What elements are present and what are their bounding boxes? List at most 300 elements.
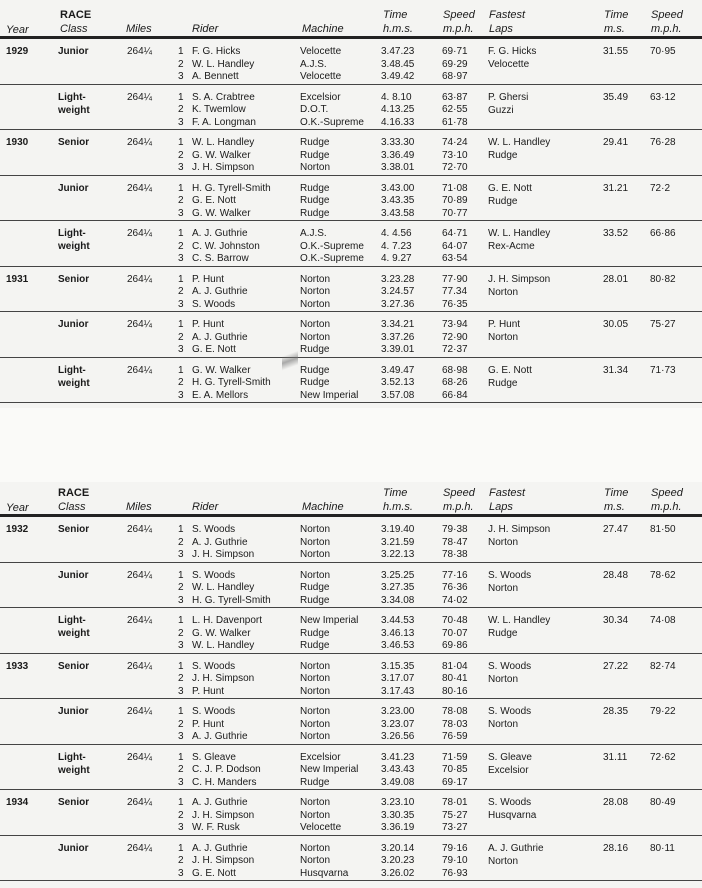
position-cell: 1: [178, 273, 184, 285]
class-cell-line2: weight: [58, 628, 90, 639]
class-cell: Light-: [58, 751, 86, 763]
header-lap-time-unit: m.s.: [604, 501, 625, 513]
speed-cell: 78·01: [442, 797, 468, 808]
speed-cell: 76·36: [442, 582, 468, 594]
fastest-rider-cell: W. L. Handley: [488, 615, 551, 626]
result-row: [0, 536, 702, 549]
rider-cell: A. J. Guthrie: [192, 536, 248, 548]
fastest-machine-cell: Norton: [488, 582, 519, 594]
header-lap-speed-unit: m.p.h.: [651, 501, 682, 513]
position-cell: 1: [178, 137, 184, 148]
machine-cell: Rudge: [300, 182, 330, 194]
lap-time-cell: 31.21: [603, 182, 629, 194]
result-row: [0, 594, 702, 607]
time-cell: 3.17.43: [381, 685, 415, 697]
position-cell: 1: [178, 182, 184, 194]
time-cell: 3.23.10: [381, 797, 415, 808]
header-laps: Laps: [489, 501, 513, 513]
time-cell: 3.46.13: [381, 627, 415, 639]
lap-speed-cell: 81·50: [650, 524, 676, 535]
speed-cell: 63·54: [442, 253, 468, 265]
position-cell: 2: [178, 855, 184, 867]
speed-cell: 70·89: [442, 195, 468, 207]
miles-cell: 264¼: [127, 797, 153, 808]
rider-cell: A. Bennett: [192, 71, 239, 83]
rider-cell: P. Hunt: [192, 273, 225, 285]
position-cell: 3: [178, 253, 184, 265]
position-cell: 3: [178, 298, 184, 310]
position-cell: 2: [178, 377, 184, 389]
lap-speed-cell: 74·08: [650, 615, 676, 626]
result-row: [0, 581, 702, 594]
speed-cell: 61·78: [442, 116, 468, 128]
speed-cell: 72·70: [442, 162, 468, 174]
rider-cell: F. G. Hicks: [192, 46, 241, 57]
lap-time-cell: 31.11: [603, 751, 628, 763]
fastest-rider-cell: W. L. Handley: [488, 228, 551, 239]
lap-time-cell: 30.05: [603, 319, 629, 330]
lap-time-cell: 28.35: [603, 706, 629, 717]
machine-cell: New Imperial: [300, 389, 359, 401]
fastest-machine-cell: Norton: [488, 286, 519, 298]
fastest-rider-cell: A. J. Guthrie: [488, 842, 544, 854]
machine-cell: Norton: [300, 298, 331, 310]
header-time-unit: h.m.s.: [383, 501, 413, 513]
header-speed: Speed: [443, 487, 475, 499]
lap-time-cell: 28.48: [603, 569, 629, 581]
result-row: [0, 252, 702, 265]
speed-cell: 74·02: [442, 594, 468, 606]
result-row: [0, 227, 702, 240]
speed-cell: 70·48: [442, 615, 468, 626]
position-cell: 3: [178, 776, 184, 788]
result-row: [0, 548, 702, 561]
fastest-machine-cell: Rudge: [488, 195, 518, 207]
header-fastest: Fastest: [489, 9, 526, 21]
fastest-machine-cell: Guzzi: [488, 104, 514, 116]
speed-cell: 71·59: [442, 751, 468, 763]
machine-cell: Norton: [300, 536, 331, 548]
result-row: [0, 273, 702, 286]
result-row: [0, 763, 702, 776]
class-cell: Junior: [58, 569, 89, 581]
lap-time-cell: 31.34: [603, 364, 629, 376]
time-cell: 3.48.45: [381, 58, 415, 70]
fastest-machine-cell: Rudge: [488, 150, 518, 161]
race-group: [0, 221, 702, 267]
result-row: [0, 343, 702, 356]
rider-cell: S. Woods: [192, 298, 236, 310]
fastest-rider-cell: P. Ghersi: [488, 91, 529, 103]
miles-cell: 264¼: [127, 660, 153, 672]
rider-cell: S. A. Crabtree: [192, 91, 255, 103]
fastest-rider-cell: F. G. Hicks: [488, 46, 537, 57]
rider-cell: S. Woods: [192, 706, 236, 717]
result-row: [0, 331, 702, 344]
machine-cell: Norton: [300, 731, 331, 743]
result-row: [0, 207, 702, 220]
rider-cell: H. G. Tyrell-Smith: [192, 377, 271, 389]
position-cell: 2: [178, 240, 184, 252]
position-cell: 2: [178, 331, 184, 343]
speed-cell: 76·93: [442, 867, 468, 879]
rider-cell: A. J. Guthrie: [192, 731, 248, 743]
machine-cell: Norton: [300, 842, 331, 854]
race-group: [0, 130, 702, 176]
class-cell: Senior: [58, 273, 90, 285]
class-cell: Light-: [58, 228, 86, 239]
time-cell: 3.27.36: [381, 298, 415, 310]
position-cell: 1: [178, 751, 184, 763]
speed-cell: 70·77: [442, 207, 468, 219]
rider-cell: C. H. Manders: [192, 776, 257, 788]
time-cell: 3.52.13: [381, 377, 415, 389]
class-cell: Junior: [58, 319, 89, 330]
time-cell: 3.41.23: [381, 751, 415, 763]
machine-cell: Rudge: [300, 776, 330, 788]
machine-cell: Norton: [300, 524, 331, 535]
result-row: [0, 854, 702, 867]
time-cell: 3.24.57: [381, 286, 415, 298]
fastest-rider-cell: S. Woods: [488, 706, 532, 717]
rider-cell: C. W. Johnston: [192, 240, 260, 252]
header-lap-time: Time: [604, 9, 629, 21]
position-cell: 1: [178, 797, 184, 808]
result-row: [0, 627, 702, 640]
position-cell: 3: [178, 822, 184, 834]
race-group: [0, 312, 702, 358]
time-cell: 3.20.23: [381, 855, 415, 867]
class-cell-line2: weight: [58, 104, 90, 116]
machine-cell: Norton: [300, 286, 331, 298]
class-cell: Junior: [58, 842, 89, 854]
machine-cell: Norton: [300, 569, 331, 581]
speed-cell: 78·03: [442, 718, 468, 730]
time-cell: 3.23.00: [381, 706, 415, 717]
rider-cell: W. L. Handley: [192, 582, 255, 594]
rider-cell: S. Gleave: [192, 751, 236, 763]
lap-speed-cell: 79·22: [650, 706, 676, 717]
lap-speed-cell: 82·74: [650, 660, 676, 672]
time-cell: 3.26.56: [381, 731, 415, 743]
speed-cell: 79·38: [442, 524, 468, 535]
lap-speed-cell: 70·95: [650, 46, 676, 57]
rider-cell: H. G. Tyrell-Smith: [192, 182, 271, 194]
page-gap: [0, 408, 702, 482]
header-lap-speed: Speed: [651, 487, 683, 499]
header-lap-time: Time: [604, 487, 629, 499]
rider-cell: F. A. Longman: [192, 116, 256, 128]
time-cell: 3.43.00: [381, 182, 415, 194]
time-cell: 3.46.53: [381, 640, 415, 652]
fastest-rider-cell: S. Woods: [488, 569, 532, 581]
header-time: Time: [383, 487, 408, 499]
result-row: [0, 182, 702, 195]
position-cell: 1: [178, 46, 184, 57]
position-cell: 2: [178, 582, 184, 594]
machine-cell: Norton: [300, 673, 331, 685]
fastest-machine-cell: Rex-Acme: [488, 241, 535, 252]
speed-cell: 63·87: [442, 91, 468, 103]
speed-cell: 76·35: [442, 298, 468, 310]
fastest-machine-cell: Norton: [488, 855, 519, 867]
result-row: [0, 161, 702, 174]
miles-cell: 264¼: [127, 46, 153, 57]
year-cell: 1930: [6, 137, 29, 148]
miles-cell: 264¼: [127, 842, 153, 854]
time-cell: 3.47.23: [381, 46, 415, 57]
race-group: [0, 608, 702, 654]
race-group: [0, 745, 702, 791]
machine-cell: O.K.-Supreme: [300, 240, 364, 252]
speed-cell: 71·08: [442, 182, 468, 194]
race-group: [0, 654, 702, 700]
class-cell: Junior: [58, 182, 89, 194]
speed-cell: 62·55: [442, 104, 468, 116]
rider-cell: J. H. Simpson: [192, 162, 255, 174]
speed-cell: 66·84: [442, 389, 468, 401]
lap-time-cell: 30.34: [603, 615, 629, 626]
time-cell: 3.33.30: [381, 137, 415, 148]
table-section: [0, 6, 702, 403]
result-row: [0, 751, 702, 764]
rider-cell: G. W. Walker: [192, 207, 251, 219]
result-row: [0, 58, 702, 71]
position-cell: 3: [178, 71, 184, 83]
fastest-machine-cell: Rudge: [488, 377, 518, 389]
time-cell: 3.27.35: [381, 582, 415, 594]
speed-cell: 69·17: [442, 776, 468, 788]
class-cell: Senior: [58, 660, 90, 672]
fastest-machine-cell: Norton: [488, 537, 519, 548]
position-cell: 3: [178, 207, 184, 219]
fastest-rider-cell: G. E. Nott: [488, 364, 532, 376]
header-speed-unit: m.p.h.: [443, 23, 474, 35]
table-section: [0, 484, 702, 881]
time-cell: 3.38.01: [381, 162, 415, 174]
fastest-machine-cell: Norton: [488, 719, 519, 730]
result-row: [0, 639, 702, 652]
machine-cell: Velocette: [300, 822, 342, 834]
speed-cell: 79·10: [442, 855, 468, 867]
lap-speed-cell: 66·86: [650, 228, 676, 239]
result-row: [0, 149, 702, 162]
class-cell: Senior: [58, 797, 90, 808]
result-row: [0, 718, 702, 731]
miles-cell: 264¼: [127, 137, 153, 148]
lap-speed-cell: 72·62: [650, 751, 676, 763]
speed-cell: 81·04: [442, 660, 468, 672]
year-cell: 1931: [6, 273, 29, 285]
position-cell: 2: [178, 718, 184, 730]
time-cell: 3.49.08: [381, 776, 415, 788]
class-cell: Senior: [58, 524, 90, 535]
miles-cell: 264¼: [127, 569, 153, 581]
position-cell: 2: [178, 809, 184, 821]
race-group: [0, 699, 702, 745]
class-cell-line2: weight: [58, 377, 90, 389]
fastest-rider-cell: P. Hunt: [488, 319, 521, 330]
machine-cell: Norton: [300, 273, 331, 285]
race-group: [0, 517, 702, 563]
rider-cell: G. W. Walker: [192, 149, 251, 161]
header-class: Class: [58, 501, 86, 513]
fastest-machine-cell: Husqvarna: [488, 810, 537, 821]
speed-cell: 76·59: [442, 731, 468, 743]
position-cell: 1: [178, 524, 184, 535]
lap-time-cell: 27.47: [603, 524, 629, 535]
header-laps: Laps: [489, 23, 513, 35]
result-row: [0, 821, 702, 834]
rider-cell: E. A. Mellors: [192, 389, 249, 401]
speed-cell: 70·85: [442, 764, 468, 776]
rider-cell: J. H. Simpson: [192, 855, 255, 867]
class-cell: Senior: [58, 137, 90, 148]
time-cell: 4. 4.56: [381, 228, 412, 239]
time-cell: 3.21.59: [381, 536, 415, 548]
lap-speed-cell: 75·27: [650, 319, 676, 330]
machine-cell: Norton: [300, 809, 331, 821]
lap-speed-cell: 76·28: [650, 137, 676, 148]
time-cell: 3.36.49: [381, 149, 415, 161]
miles-cell: 264¼: [127, 364, 153, 376]
rider-cell: S. Woods: [192, 660, 236, 672]
rider-cell: A. J. Guthrie: [192, 228, 248, 239]
speed-cell: 68·98: [442, 364, 468, 376]
machine-cell: Norton: [300, 685, 331, 697]
speed-cell: 74·24: [442, 137, 468, 148]
result-row: [0, 389, 702, 402]
header-race: RACE: [60, 9, 92, 21]
position-cell: 2: [178, 58, 184, 70]
lap-time-cell: 28.16: [603, 842, 629, 854]
position-cell: 3: [178, 162, 184, 174]
race-group: [0, 836, 702, 882]
machine-cell: O.K.-Supreme: [300, 116, 364, 128]
result-row: [0, 364, 702, 377]
result-row: [0, 523, 702, 536]
speed-cell: 77.34: [442, 286, 468, 298]
speed-cell: 68·97: [442, 71, 468, 83]
result-row: [0, 298, 702, 311]
rider-cell: H. G. Tyrell-Smith: [192, 594, 271, 606]
position-cell: 3: [178, 344, 184, 356]
header-time: Time: [383, 9, 408, 21]
year-cell: 1934: [6, 797, 29, 808]
rider-cell: A. J. Guthrie: [192, 842, 248, 854]
speed-cell: 78·08: [442, 706, 468, 717]
time-cell: 3.49.42: [381, 71, 415, 83]
time-cell: 3.43.58: [381, 207, 415, 219]
result-row: [0, 285, 702, 298]
time-cell: 3.43.43: [381, 764, 415, 776]
position-cell: 1: [178, 319, 184, 330]
time-cell: 3.23.28: [381, 273, 415, 285]
speed-cell: 73·10: [442, 149, 468, 161]
race-group: [0, 790, 702, 836]
rider-cell: G. E. Nott: [192, 867, 236, 879]
table-header: [0, 6, 702, 39]
machine-cell: Husqvarna: [300, 867, 349, 879]
class-cell: Light-: [58, 91, 86, 103]
speed-cell: 69·29: [442, 58, 468, 70]
fastest-rider-cell: S. Gleave: [488, 751, 532, 763]
speed-cell: 79·16: [442, 842, 468, 854]
position-cell: 1: [178, 842, 184, 854]
time-cell: 3.39.01: [381, 344, 415, 356]
position-cell: 1: [178, 615, 184, 626]
speed-cell: 73·27: [442, 822, 468, 834]
position-cell: 3: [178, 867, 184, 879]
time-cell: 3.49.47: [381, 364, 415, 376]
time-cell: 3.57.08: [381, 389, 415, 401]
time-cell: 4. 7.23: [381, 240, 412, 252]
machine-cell: Norton: [300, 706, 331, 717]
time-cell: 3.23.07: [381, 718, 415, 730]
time-cell: 3.37.26: [381, 331, 415, 343]
header-time-unit: h.m.s.: [383, 23, 413, 35]
result-row: [0, 672, 702, 685]
speed-cell: 80·41: [442, 673, 468, 685]
miles-cell: 264¼: [127, 524, 153, 535]
speed-cell: 64·07: [442, 240, 468, 252]
result-row: [0, 796, 702, 809]
machine-cell: Norton: [300, 319, 331, 330]
result-row: [0, 318, 702, 331]
speed-cell: 72·90: [442, 331, 468, 343]
machine-cell: Norton: [300, 660, 331, 672]
speed-cell: 80·16: [442, 685, 468, 697]
result-row: [0, 705, 702, 718]
position-cell: 3: [178, 116, 184, 128]
time-cell: 3.34.08: [381, 594, 415, 606]
fastest-rider-cell: S. Woods: [488, 660, 532, 672]
lap-time-cell: 31.55: [603, 46, 629, 57]
time-cell: 3.34.21: [381, 319, 415, 330]
machine-cell: Rudge: [300, 627, 330, 639]
position-cell: 2: [178, 764, 184, 776]
rider-cell: G. W. Walker: [192, 627, 251, 639]
speed-cell: 78·38: [442, 549, 468, 561]
result-row: [0, 103, 702, 116]
position-cell: 3: [178, 549, 184, 561]
year-cell: 1933: [6, 660, 29, 672]
header-speed-unit: m.p.h.: [443, 501, 474, 513]
result-row: [0, 730, 702, 743]
fastest-rider-cell: W. L. Handley: [488, 137, 551, 148]
rider-cell: J. H. Simpson: [192, 673, 255, 685]
result-row: [0, 194, 702, 207]
machine-cell: Velocette: [300, 46, 342, 57]
header-machine: Machine: [302, 501, 344, 513]
position-cell: 2: [178, 104, 184, 116]
machine-cell: O.K.-Supreme: [300, 253, 364, 265]
header-lap-speed: Speed: [651, 9, 683, 21]
race-group: [0, 267, 702, 313]
time-cell: 3.15.35: [381, 660, 415, 672]
miles-cell: 264¼: [127, 615, 153, 626]
rider-cell: C. J. P. Dodson: [192, 764, 261, 776]
race-group: [0, 39, 702, 85]
rider-cell: J. H. Simpson: [192, 809, 255, 821]
class-cell: Light-: [58, 364, 86, 376]
machine-cell: Rudge: [300, 207, 330, 219]
time-cell: 4.13.25: [381, 104, 415, 116]
race-group: [0, 176, 702, 222]
speed-cell: 69·71: [442, 46, 468, 57]
machine-cell: Rudge: [300, 344, 330, 356]
machine-cell: Excelsior: [300, 91, 341, 103]
